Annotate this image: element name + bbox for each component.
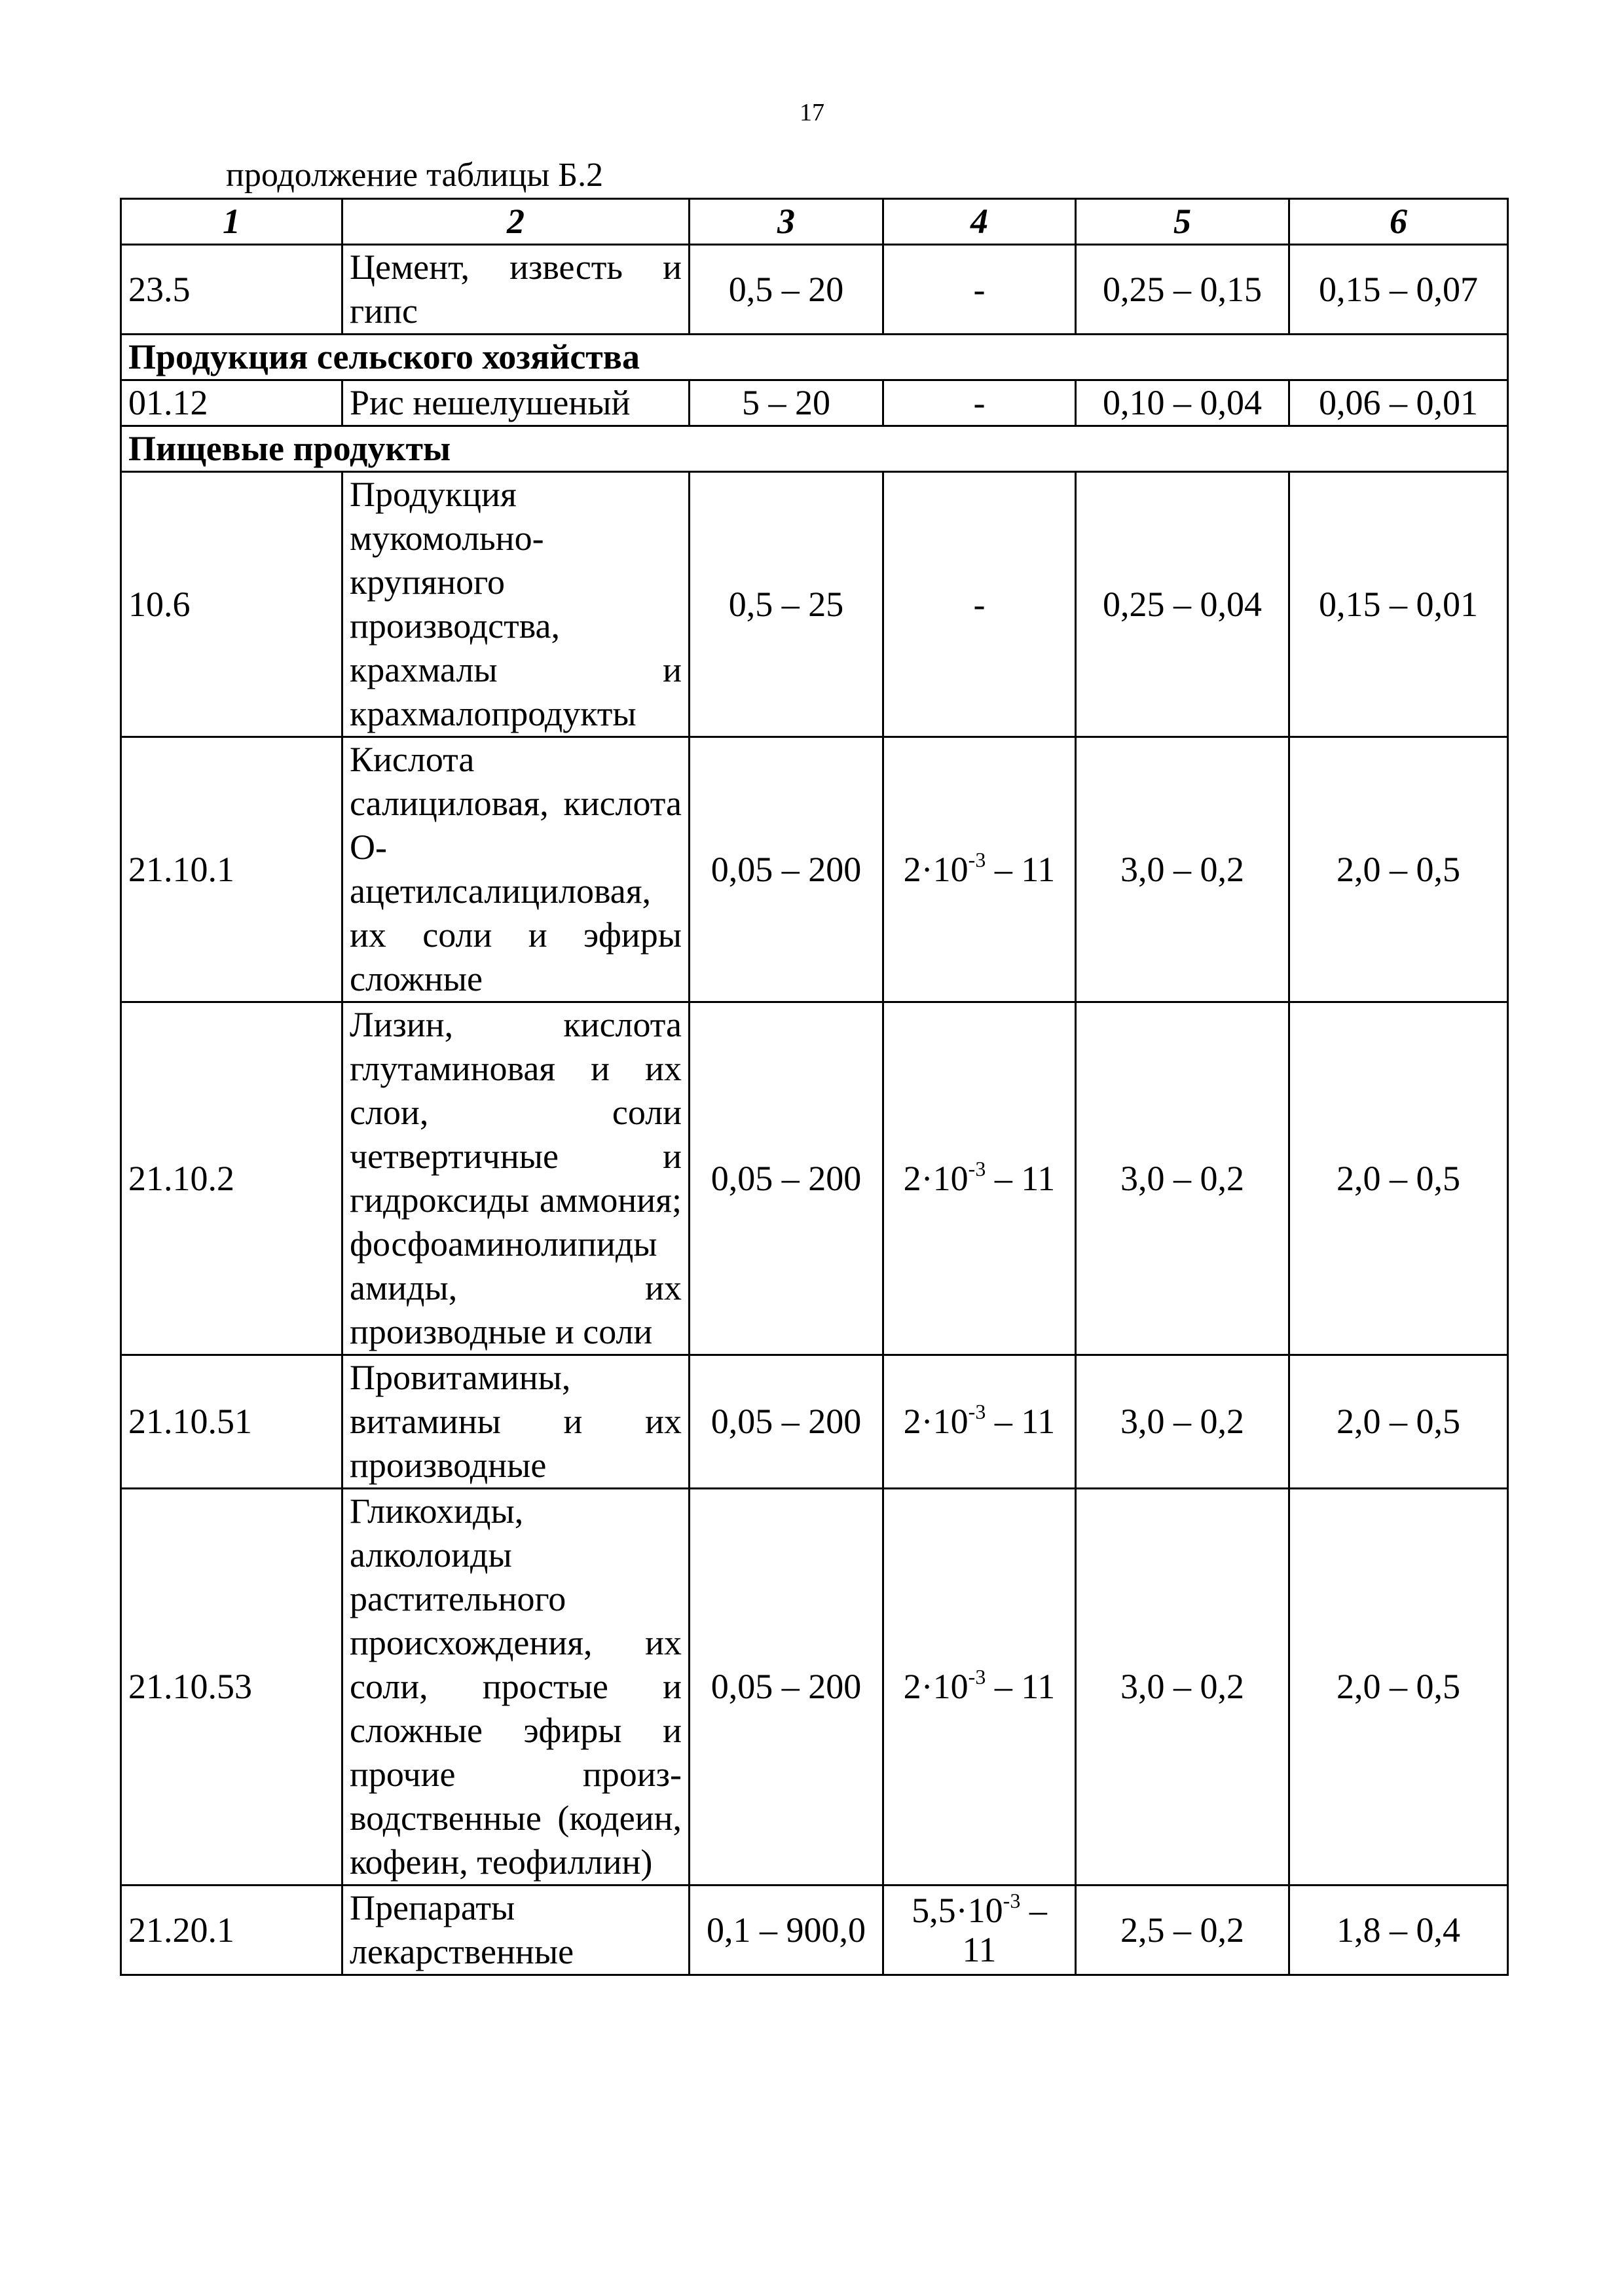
value-cell: 2,0 – 0,5 [1289,1355,1508,1489]
name-cell: Провитамины, витамины и их производные [342,1355,690,1489]
value-cell: 0,5 – 25 [690,472,883,737]
name-cell: Препараты лекарственные [342,1886,690,1975]
exponent-value-cell: $2\cdot 10^{-3} - 11$ [883,1355,1076,1489]
section-heading: Продукция сельского хозяйства [121,335,1508,380]
name-cell: Гликохиды, алколоиды растительного происхождения, их соли, простые и сложные эфиры и прочие произ-водственные (кодеин, кофеин, теофиллин) [342,1489,690,1886]
header-cell: 3 [690,199,883,245]
value-cell: 0,05 – 200 [690,1002,883,1355]
value-cell: 3,0 – 0,2 [1076,737,1289,1002]
value-cell: 3,0 – 0,2 [1076,1002,1289,1355]
code-cell: 21.20.1 [121,1886,342,1975]
value-cell: 5 – 20 [690,380,883,426]
name-cell: Цемент, известь и гипс [342,245,690,335]
header-cell: 6 [1289,199,1508,245]
table-row [121,1489,1508,1886]
table-row [121,245,1508,335]
header-row [121,199,1508,245]
value-cell: 2,5 – 0,2 [1076,1886,1289,1975]
value-cell: - [883,380,1076,426]
code-cell: 10.6 [121,472,342,737]
exponent-value-cell: $2\cdot 10^{-3} - 11$ [883,737,1076,1002]
value-cell: 3,0 – 0,2 [1076,1489,1289,1886]
value-cell: 0,10 – 0,04 [1076,380,1289,426]
value-cell: - [883,472,1076,737]
table-row [121,1355,1508,1489]
header-cell: 1 [121,199,342,245]
section-row [121,335,1508,380]
code-cell: 21.10.53 [121,1489,342,1886]
header-cell: 4 [883,199,1076,245]
section-heading: Пищевые продукты [121,426,1508,472]
value-cell: 0,25 – 0,04 [1076,472,1289,737]
code-cell: 23.5 [121,245,342,335]
value-cell: 0,1 – 900,0 [690,1886,883,1975]
table-row [121,472,1508,737]
value-cell: 0,5 – 20 [690,245,883,335]
name-cell: Рис нешелушеный [342,380,690,426]
code-cell: 21.10.51 [121,1355,342,1489]
value-cell: 0,05 – 200 [690,1355,883,1489]
data-table [120,198,1509,1976]
value-cell: 0,25 – 0,15 [1076,245,1289,335]
value-cell: 0,05 – 200 [690,1489,883,1886]
value-cell: 2,0 – 0,5 [1289,1002,1508,1355]
exponent-value-cell: $2\cdot 10^{-3} - 11$ [883,1489,1076,1886]
value-cell: 2,0 – 0,5 [1289,1489,1508,1886]
name-cell: Кислота салициловая, кислота О-ацетилсалициловая, их соли и эфиры сложные [342,737,690,1002]
table-row [121,1886,1508,1975]
value-cell: 1,8 – 0,4 [1289,1886,1508,1975]
table-row [121,1002,1508,1355]
value-cell: 2,0 – 0,5 [1289,737,1508,1002]
value-cell: 0,06 – 0,01 [1289,380,1508,426]
name-cell: Продукция мукомольно-крупяного производства, крахмалы и крахмалопродукты [342,472,690,737]
code-cell: 01.12 [121,380,342,426]
exponent-value-cell: $5,5\cdot 10^{-3}$ – 11 [883,1886,1076,1975]
table-row [121,737,1508,1002]
header-cell: 2 [342,199,690,245]
value-cell: 0,05 – 200 [690,737,883,1002]
table-caption: продолжение таблицы Б.2 [226,156,604,194]
value-cell: 3,0 – 0,2 [1076,1355,1289,1489]
page-number: 17 [800,99,824,126]
value-cell: 0,15 – 0,01 [1289,472,1508,737]
header-cell: 5 [1076,199,1289,245]
value-cell: - [883,245,1076,335]
code-cell: 21.10.1 [121,737,342,1002]
table-row [121,380,1508,426]
section-row [121,426,1508,472]
value-cell: 0,15 – 0,07 [1289,245,1508,335]
code-cell: 21.10.2 [121,1002,342,1355]
exponent-value-cell: $2\cdot 10^{-3} - 11$ [883,1002,1076,1355]
name-cell: Лизин, кислота глутаминовая и их слои, соли четвертичные и гидроксиды аммония; фосфоаминолипиды амиды, их производные и соли [342,1002,690,1355]
